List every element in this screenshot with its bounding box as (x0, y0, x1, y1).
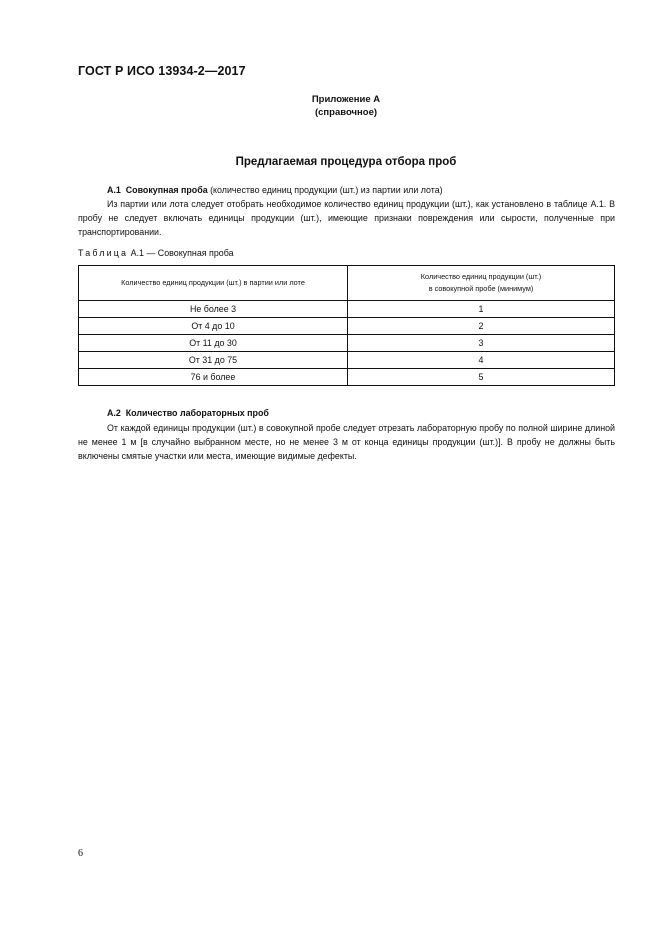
table-caption-rest: А.1 — Совокупная проба (128, 248, 234, 258)
table-row (79, 301, 615, 318)
sample-table (78, 265, 615, 386)
clause-a2-title: Количество лабораторных проб (125, 408, 269, 418)
table-header-sample-units-line1: Количество единиц продукции (шт.) (420, 272, 542, 281)
table-row (79, 352, 615, 369)
table-cell-sample-units: 1 (348, 301, 615, 318)
clause-a1-heading (78, 183, 615, 197)
table-caption-prefix: Таблица (78, 248, 129, 258)
table-cell-sample-units: 5 (348, 369, 615, 386)
table-row (79, 335, 615, 352)
table-header-lot-units: Количество единиц продукции (шт.) в партии или лоте (79, 266, 348, 301)
table-cell-sample-units: 4 (348, 352, 615, 369)
page-number: 6 (78, 848, 83, 859)
clause-a2-text: От каждой единицы продукции (шт.) в совокупной пробе следует отрезать лабораторную пробу по полной ширине длиной не менее 1 м [в случайно выбранном месте, но не менее 3 м от конца единицы продукции (шт.)]. В пробу не должны быть включены смятые участки или места, имеющие видимые дефекты. (78, 423, 615, 462)
table-header-sample-units-line2: в совокупной пробе (минимум) (428, 284, 534, 293)
table-row (79, 369, 615, 386)
table-cell-lot-units: 76 и более (79, 369, 348, 386)
table-cell-lot-units: От 4 до 10 (79, 318, 348, 335)
clause-a2-heading (78, 406, 615, 420)
clause-a1-text: Из партии или лота следует отобрать необходимое количество единиц продукции (шт.), как установлено в таблице А.1. В пробу не следует включать единицы продукции (шт.), имеющие признаки повреждения или сырости, полученные при транспортировании. (78, 199, 615, 238)
table-cell-sample-units: 3 (348, 335, 615, 352)
table-header-sample-units (348, 266, 615, 301)
clause-a2-number: А.2 (107, 408, 121, 418)
table-cell-lot-units: От 31 до 75 (79, 352, 348, 369)
table-cell-lot-units: От 11 до 30 (79, 335, 348, 352)
table-cell-lot-units: Не более 3 (79, 301, 348, 318)
table-row (79, 318, 615, 335)
clause-a1-title-note: (количество единиц продукции (шт.) из партии или лота) (207, 185, 443, 195)
section-heading: Предлагаемая процедура отбора проб (235, 156, 457, 168)
table-cell-sample-units: 2 (348, 318, 615, 335)
clause-a1-number: А.1 (107, 185, 121, 195)
clause-a1-title: Совокупная проба (125, 185, 208, 195)
document-code: ГОСТ Р ИСО 13934-2—2017 (78, 64, 246, 78)
table-caption (78, 248, 234, 258)
annex-subtitle: (справочное) (314, 107, 378, 118)
table-header-row (79, 266, 615, 301)
annex-title: Приложение А (311, 94, 381, 105)
